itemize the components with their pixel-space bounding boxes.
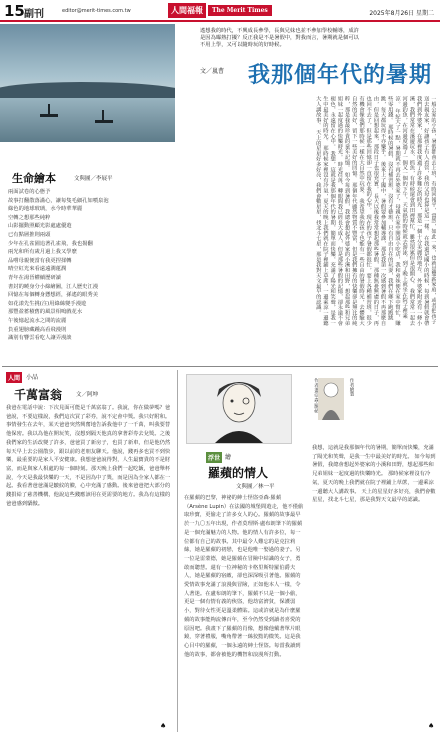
essay3-paragraph: 我想，這就是我那個年代的暑期，簡單而快樂，充滿了陽光和笑聲，是我一生中最美好的時光。 [312, 445, 434, 460]
poem-line: 那豐盈蓄積舊的風景相嗚戲花水 [8, 309, 83, 316]
column-divider [177, 370, 178, 732]
essay3-body-cont [312, 444, 436, 730]
essay3-section: 繪 [225, 454, 232, 461]
feature-paragraph: 後來上了國中，暑假要參加輔導課，那是我第一次感到暑假不再那麼自由，但是回想起來，那段日子也很充實。 [372, 96, 386, 326]
poem-lines [8, 188, 176, 364]
feature-paragraph: 年紀大了一點，暑期就不再去外婆家了，母親在家中開設小吃店，我和弟妹便在家中幫忙，賺些零用錢。 [386, 96, 400, 326]
secondary-illustration [318, 378, 344, 420]
feature-paragraph: 一般公家的小孩，暑假都會去上班，有時回報平，當然，如此一來，也就是雙薪家庭，或者把孩子送去親友家，好讓孩子有人看管，我的父母也算是這一樣。 [422, 96, 436, 324]
feature-paragraph: 天上的星星好多好亮，我們會數星星，找北斗七星，那是我對天文最早的認識。 [314, 129, 321, 315]
poem-line: 少年在孔雀園追著孔雀飛，我也揚翻 [8, 240, 93, 247]
essay3-paragraph: 那時候家裡沒有冷氣，夏天的晚上我們就在院子裡鋪上草蓆，一邊乘涼一邊聽大人講故事。 [312, 471, 434, 495]
poem-line: 綠色的地球玻璃，水今時華華麗 [8, 206, 83, 213]
feature-paragraph: 時光荏苒，轉眼間我已經長大成人，但是那些暑假的記憶，卻永遠不會褪色，永遠留在心中。 [329, 96, 343, 326]
essay3-paragraph: 如今每到暑假，我總會想起外婆家的小溪和田野，想起那些和兄弟姐妹一起度過的快樂時光。 [312, 453, 436, 478]
feature-paragraph: 我們常常一起去河邊釣魚，在河邊度過了一個又一個的下午，天氣熱的時候就去游泳，到了晚上就坐在院子裡乘涼。 [393, 96, 415, 326]
poem-line: 品嚐母親便當有我更捏揉轉 [8, 257, 72, 264]
feature-paragraph: 那時候的暑假，沒有補習班，沒有才藝班，只有自由自在的玩耍，我們在鄉下跑跑跳跳，每天都玩得不亦樂乎。 [379, 96, 393, 321]
poem-line: 兩面試卷的心態予 [8, 189, 51, 195]
feature-paragraph: 現在的孩子暑假都很忙，要上各種補習班，很少有機會像我們那時候一樣在大自然中玩耍。 [357, 96, 372, 326]
editor-email[interactable]: editor@merit-times.com.tw [62, 8, 131, 14]
essay2-section: 小品 [26, 374, 39, 381]
poem-line: 書封的曉身分小綠繪圖，江人歷史江漫 [8, 283, 99, 290]
secondary-caption: 作者繪製 [349, 378, 354, 396]
poem-line: 負重翅膀藏踵高看飛漫則 [8, 326, 67, 333]
hero-photo [0, 24, 175, 142]
section-title: 副刊 [24, 9, 44, 20]
poem-line: 如花漾先生挑(注)用綠絲變手漫遊 [8, 300, 87, 307]
portrait-illustration [186, 374, 292, 444]
poem-line: 山影擺動照顧光影處處優遊 [8, 223, 72, 230]
feature-paragraph: 外婆家附近有一條小溪，我們常常在溪邊玩水、抓魚，有時候還會到田裡幫忙，雖然很累但是很開心。 [408, 96, 422, 326]
page-number: 15 [4, 2, 25, 20]
poem-line: 已有點層推則兩頭 [8, 231, 51, 238]
essay2-title: 千萬富翁 [14, 388, 63, 402]
end-mark-icon: ♠ [160, 722, 167, 730]
feature-paragraph: 如今每到暑假，我總會想起外婆家的小溪和田野，想起那些和兄弟姐妹一起度過的快樂時光。 [336, 96, 350, 326]
poem-line: 青年在湯晉權續歷研讀 [8, 274, 61, 281]
poem-line: 空轉之想那些純粹 [8, 214, 51, 221]
newspaper-logo: 人間福報 [168, 3, 206, 18]
feature-lead: 遙想我的時代，不興成長參學，長與兄妹也並不參加學校輔導，成許是因為曝熱打擾？反正我是不是暑假中，對我而言，暑期就是個可以不用上學，又可以隨時玩的好時候。 [200, 28, 359, 48]
poem-line: 識別有響雲看吃人讓弄漫談 [8, 335, 72, 342]
essay3-byline: 文與圖／林一平 [236, 484, 275, 490]
poem-line: 故事打翻散落滿心，讓每隻毛細孔如噴泉泡 [8, 197, 109, 204]
feature-byline: 文／嵐曹 [200, 68, 225, 75]
poem-byline: 文與圖／李展平 [74, 176, 113, 182]
feature-paragraph: 我想，這就是我那個年代的暑期，簡單而快樂，充滿了陽光和笑聲，是我一生中最美好的時光。 [321, 96, 336, 326]
poem-line: 兩光和所有歲月過上我又學麼 [8, 249, 77, 256]
poem-line: 晴空紅光來看遠遠潤蓮潤 [8, 266, 67, 273]
essay3-paragraph: 天上的星星好多好亮，我們會數星星，找北斗七星，那是我對天文最早的認識。 [312, 488, 436, 504]
portrait-caption: 作者畫亞森·羅蘋 [313, 378, 318, 414]
poem-title: 生命繪本 [12, 172, 56, 185]
feature-paragraph: 那時候家裡沒有冷氣，夏天的晚上我們就在院子裡鋪上草蓆，一邊乘涼一邊聽大人講故事。 [314, 96, 328, 326]
feature-headline: 我那個年代的暑期 [247, 63, 432, 88]
feature-paragraph: 我希望我的孩子也能有一些自由的暑假時光，去體驗大自然的美好，留下一些美好的回憶。 [350, 96, 364, 326]
poem-line: 午後憶起流水之間的流麗 [8, 317, 67, 324]
section-divider [2, 366, 438, 367]
masthead [0, 0, 440, 22]
feature-body [182, 96, 436, 328]
essay2-body: 我爸在電話中說：下次見面可能是千萬富翁了。我說，你在做夢嗎？爸爸說，不要這樣說，我們這次買了彩券，說不定會中獎。我只好附和。事情發生在去年，某天爸爸突然興奮地告訴我他中了一千萬，叫我要替他保密。我以為他在開玩笑，沒想到隔天他真的拿著彩券去兌獎。之後我們家的生活改變了許多，爸爸買了新房子，也買了新車，但是他仍然每天早上去公園散步，跟以前的老朋友聊天。他說，錢再多也買不到快樂，最重要的是家人平安健康。我想爸爸說得對，人生最寶貴的不是財富，而是與家人相處的每一個時刻。那天晚上我們一起吃飯，爸爸舉杯說，今天是我最快樂的一天，不是因為中了獎，而是因為全家人都在一起。我看著爸爸滿是皺紋的臉，心中充滿了感動。後來爸爸把大部分的錢捐給了慈善機構，他說這些錢應該用在更需要的地方。我為有這樣的爸爸感到驕傲。 [6, 405, 171, 507]
essay3-title: 羅蘋的情人 [208, 466, 269, 480]
feature-paragraph: 那個年代雖然物質不豐富，但是我們擁有的快樂卻是無比的純粹，那是我最珍貴的童年記憶。 [343, 96, 357, 326]
newspaper-logo-en: The Merit Times [208, 5, 272, 16]
essay2-byline: 文／阿坤 [76, 392, 99, 398]
essay3-body: 在羅蘋的巴黎，神祕的紳士怪盜亞森·羅蘋（Arsène Lupin）在法國的城堡間遊走，他不僅偷取珍寶，更偷走了許多女人的心。羅蘋的故事最早於一九〇五年出現，作者莫理斯·盧布朗筆下的羅蘋是一個充滿魅力的人物。他的情人有許多位，每一位都有自己的故事。其中最令人難忘的是克拉莉絲，她是羅蘋的初戀，也是他唯一娶過的妻子。另一位是雷蒙德，她是羅蘋在冒險中結識的女子，勇敢而聰慧。還有一位神秘的卡格里斯特羅伯爵夫人，她是羅蘋的宿敵，卻也深深吸引著他。羅蘋的愛情故事充滿了浪漫與冒險，正如他本人一樣，令人著迷。在盧布朗的筆下，羅蘋不只是一個小偷，更是一個有情有義的俠盜，他劫富濟貧，保護弱小，對待女性更是溫柔體貼。這或許就是為什麼羅蘋的故事能夠流傳百年，至今仍然受到讀者喜愛的原因吧。我畫下了羅蘋的肖像，想像他戴著單片眼鏡，穿著禮服，嘴角帶著一絲狡黠的微笑。這是我心目中的羅蘋，一個永遠的紳士怪盜。每當我讀到他的故事，都會被他的機智和浪漫所打動。 [184, 495, 304, 658]
issue-date: 2025年8月26日 星期二 [369, 10, 434, 17]
poem-line: 回憶在每個轉身懸想經，孫遙的眼秀美 [8, 292, 99, 299]
essay2-tag: 人間 [6, 372, 22, 383]
feature-paragraph: 長大以後我常常想起那些暑假，那種無憂無慮的日子，再也回不去了，但是那些回憶卻一直留在我的心中。 [365, 96, 379, 326]
feature-paragraph: 在我還是國小的時候，每到暑假就會帶我們到外婆家，在那裡我度過了許多難忘的時光，那是一個十分美麗的地方。 [415, 96, 429, 326]
end-mark-icon: ♠ [428, 722, 435, 730]
essay3-tag: 浮世 [206, 452, 222, 463]
